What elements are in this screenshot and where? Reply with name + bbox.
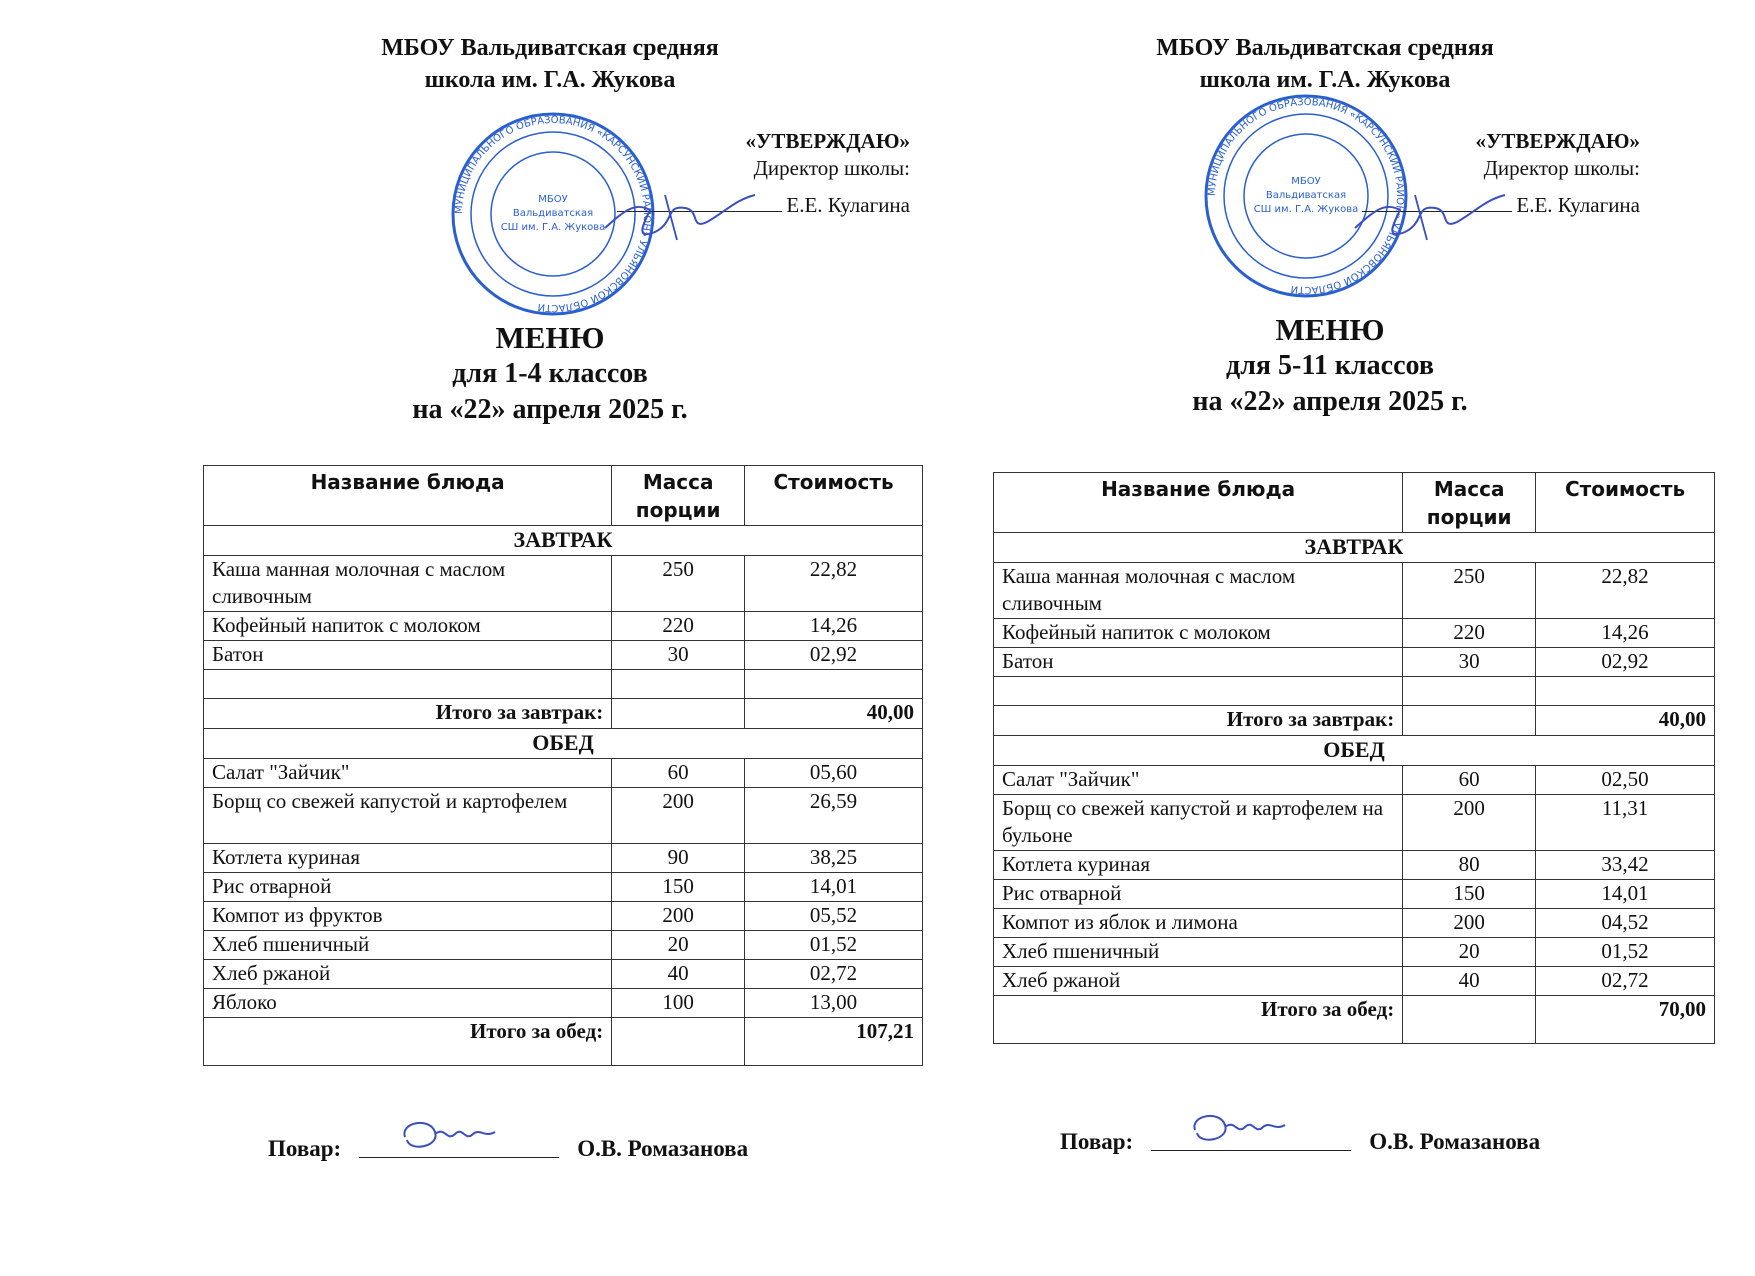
menu-title: МЕНЮ для 5-11 классов на «22» апреля 2025 г.: [1192, 312, 1468, 417]
header-cost: Стоимость: [1536, 473, 1715, 533]
table-row: Борщ со свежей капустой и картофелем на бульоне 200 11,31: [994, 795, 1715, 851]
cook-signature-block: Повар: О.В. Ромазанова: [268, 1136, 749, 1161]
table-row: Компот из фруктов 200 05,52: [204, 902, 923, 931]
table-row: Рис отварной 150 14,01: [994, 880, 1715, 909]
director-name: Е.Е. Кулагина: [786, 193, 910, 217]
header-cost: Стоимость: [745, 466, 923, 526]
header-dish: Название блюда: [204, 466, 612, 526]
table-row: Хлеб пшеничный 20 01,52: [204, 931, 923, 960]
cook-name: О.В. Ромазанова: [577, 1136, 749, 1161]
org-name: МБОУ Вальдиватская средняя школа им. Г.А. Жукова: [1156, 35, 1494, 93]
table-row: Салат "Зайчик" 60 02,50: [994, 766, 1715, 795]
table-row: Котлета куриная 80 33,42: [994, 851, 1715, 880]
table-row: Каша манная молочная с маслом сливочным 250 22,82: [994, 563, 1715, 619]
svg-text:МБОУ: МБОУ: [1291, 176, 1321, 187]
breakfast-total-row: Итого за завтрак: 40,00: [994, 706, 1715, 736]
breakfast-total-row: Итого за завтрак: 40,00: [204, 699, 923, 729]
table-row: Борщ со свежей капустой и картофелем 200 26,59: [204, 788, 923, 844]
table-row: Хлеб пшеничный 20 01,52: [994, 938, 1715, 967]
menu-table: [993, 472, 1715, 1044]
lunch-total-row: Итого за обед: 107,21: [204, 1018, 923, 1066]
svg-text:Вальдиватская: Вальдиватская: [1265, 190, 1347, 201]
cook-name: О.В. Ромазанова: [1369, 1129, 1541, 1154]
svg-text:МУНИЦИПАЛЬНОГО ОБРАЗОВАНИЯ «КА: МУНИЦИПАЛЬНОГО ОБРАЗОВАНИЯ «КАРСУНСКИЙ РАЙОН» УЛЬЯНОВСКОЙ ОБЛАСТИ: [453, 114, 653, 314]
table-row: Хлеб ржаной 40 02,72: [994, 967, 1715, 996]
svg-text:МБОУ: МБОУ: [538, 194, 568, 205]
table-row: Кофейный напиток с молоком 220 14,26: [204, 612, 923, 641]
table-row-empty: [204, 670, 923, 699]
svg-text:СШ им. Г.А. Жукова: СШ им. Г.А. Жукова: [500, 222, 606, 233]
table-row: Котлета куриная 90 38,25: [204, 844, 923, 873]
table-row: Кофейный напиток с молоком 220 14,26: [994, 619, 1715, 648]
svg-text:МУНИЦИПАЛЬНОГО ОБРАЗОВАНИЯ «КА: МУНИЦИПАЛЬНОГО ОБРАЗОВАНИЯ «КАРСУНСКИЙ РАЙОН» УЛЬЯНОВСКОЙ ОБЛАСТИ: [1206, 96, 1406, 296]
org-name: МБОУ Вальдиватская средняя школа им. Г.А. Жукова: [381, 35, 719, 93]
approval-block: «УТВЕРЖДАЮ» Директор школы: Е.Е. Кулагина: [600, 128, 910, 219]
menu-table: [203, 465, 923, 1066]
svg-text:Вальдиватская: Вальдиватская: [512, 208, 594, 219]
table-row: Батон 30 02,92: [994, 648, 1715, 677]
approval-block: «УТВЕРЖДАЮ» Директор школы: Е.Е. Кулагина: [1350, 128, 1640, 219]
svg-text:СШ им. Г.А. Жукова: СШ им. Г.А. Жукова: [1253, 204, 1359, 215]
table-row: Компот из яблок и лимона 200 04,52: [994, 909, 1715, 938]
section-lunch: ОБЕД: [204, 729, 923, 759]
lunch-total-row: Итого за обед: 70,00: [994, 996, 1715, 1044]
table-row: Яблоко 100 13,00: [204, 989, 923, 1018]
header-dish: Название блюда: [994, 473, 1403, 533]
table-row: Каша манная молочная с маслом сливочным 250 22,82: [204, 556, 923, 612]
header-mass: Масса порции: [1403, 473, 1536, 533]
table-row: Рис отварной 150 14,01: [204, 873, 923, 902]
table-row: Хлеб ржаной 40 02,72: [204, 960, 923, 989]
menu-title: МЕНЮ для 1-4 классов на «22» апреля 2025 г.: [412, 320, 688, 425]
table-row: Салат "Зайчик" 60 05,60: [204, 759, 923, 788]
section-lunch: ОБЕД: [994, 736, 1715, 766]
cook-signature-block: Повар: О.В. Ромазанова: [1060, 1129, 1541, 1154]
header-mass: Масса порции: [612, 466, 745, 526]
director-name: Е.Е. Кулагина: [1516, 193, 1640, 217]
section-breakfast: ЗАВТРАК: [994, 533, 1715, 563]
section-breakfast: ЗАВТРАК: [204, 526, 923, 556]
table-row: Батон 30 02,92: [204, 641, 923, 670]
table-row-empty: [994, 677, 1715, 706]
